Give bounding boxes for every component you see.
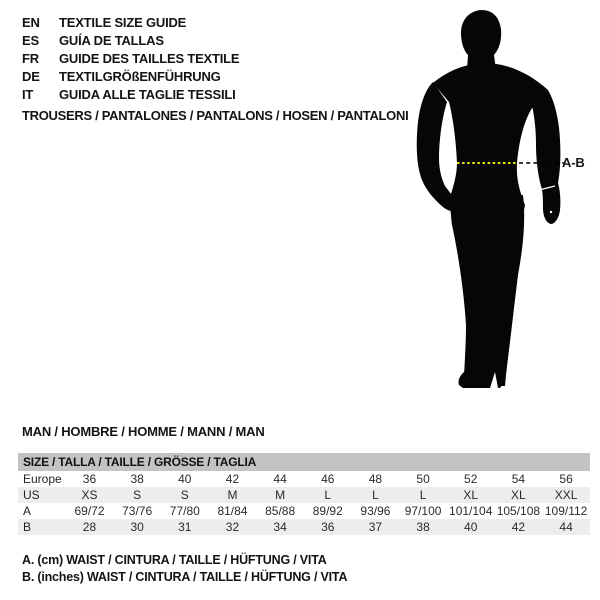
size-cell: 54 xyxy=(511,472,526,486)
language-code: EN xyxy=(22,14,40,30)
size-cell: 42 xyxy=(225,472,240,486)
size-cell: 97/100 xyxy=(404,504,442,518)
size-cell: 37 xyxy=(368,520,383,534)
footnotes xyxy=(22,552,347,586)
row-label: B xyxy=(23,520,32,534)
language-label: GUIDA ALLE TAGLIE TESSILI xyxy=(59,86,236,102)
size-cell: 52 xyxy=(464,472,478,486)
size-cell: 44 xyxy=(273,472,287,486)
size-cell: 89/92 xyxy=(312,504,343,518)
size-cell: L xyxy=(324,488,332,502)
man-silhouette-figure xyxy=(405,0,600,400)
language-row xyxy=(22,31,239,49)
size-cell: L xyxy=(419,488,427,502)
language-list xyxy=(22,13,239,103)
size-table-row xyxy=(18,503,590,519)
section-title-man: MAN / HOMBRE / HOMME / MANN / MAN xyxy=(22,424,265,439)
size-cell: 42 xyxy=(511,520,526,534)
size-cell: L xyxy=(372,488,379,502)
footnote: B. (inches) WAIST / CINTURA / TAILLE / HÜFTUNG / VITA xyxy=(22,570,348,584)
size-cell: 101/104 xyxy=(449,504,493,518)
size-cell: 77/80 xyxy=(169,504,200,518)
size-cell: 34 xyxy=(273,520,287,534)
language-row xyxy=(22,85,239,103)
size-cell: M xyxy=(275,488,286,502)
language-row xyxy=(22,13,239,31)
size-table xyxy=(18,453,590,535)
size-cell: 46 xyxy=(321,472,335,486)
size-cell: XL xyxy=(463,488,479,502)
size-cell: 85/88 xyxy=(265,504,296,518)
footnote: A. (cm) WAIST / CINTURA / TAILLE / HÜFTUNG / VITA xyxy=(22,553,327,567)
category-title: TROUSERS / PANTALONES / PANTALONS / HOSEN / PANTALONI xyxy=(22,108,409,123)
size-cell: XXL xyxy=(554,488,578,502)
size-cell: 36 xyxy=(321,520,335,534)
size-cell: XL xyxy=(511,488,526,502)
size-cell: 38 xyxy=(416,520,430,534)
size-cell: 69/72 xyxy=(74,504,105,518)
size-cell: M xyxy=(227,488,238,502)
size-cell: 44 xyxy=(559,520,573,534)
language-code: IT xyxy=(22,86,34,102)
size-table-row xyxy=(18,519,590,535)
size-cell: 105/108 xyxy=(496,504,541,518)
size-cell: 109/112 xyxy=(544,504,588,518)
size-table-header-row xyxy=(18,453,590,471)
size-cell: XS xyxy=(81,488,98,502)
size-cell: 32 xyxy=(225,520,240,534)
waist-measure-label: A-B xyxy=(562,155,585,170)
size-cell: 56 xyxy=(559,472,573,486)
language-label: TEXTILGRÖßENFÜHRUNG xyxy=(59,68,221,84)
size-table-row xyxy=(18,471,590,487)
row-label: A xyxy=(23,504,32,518)
size-table-row xyxy=(18,487,590,503)
size-cell: 48 xyxy=(368,472,383,486)
language-code: ES xyxy=(22,32,39,48)
size-table-header: SIZE / TALLA / TAILLE / GRÖSSE / TAGLIA xyxy=(18,453,590,471)
language-row xyxy=(22,67,239,85)
language-code: FR xyxy=(22,50,39,66)
size-cell: 93/96 xyxy=(360,504,391,518)
size-cell: 73/76 xyxy=(122,504,153,518)
size-cell: 50 xyxy=(416,472,430,486)
language-label: TEXTILE SIZE GUIDE xyxy=(59,14,187,30)
size-cell: 40 xyxy=(178,472,192,486)
size-cell: 40 xyxy=(464,520,478,534)
size-cell: 81/84 xyxy=(217,504,248,518)
size-cell: 30 xyxy=(130,520,144,534)
row-label: Europe xyxy=(23,472,62,486)
language-code: DE xyxy=(22,68,40,84)
language-label: GUIDE DES TAILLES TEXTILE xyxy=(59,50,240,66)
man-silhouette xyxy=(417,10,561,388)
language-label: GUÍA DE TALLAS xyxy=(59,32,164,48)
row-label: US xyxy=(23,488,40,502)
size-cell: S xyxy=(133,488,142,502)
size-cell: S xyxy=(180,488,189,502)
size-cell: 36 xyxy=(82,472,97,486)
size-cell: 31 xyxy=(178,520,192,534)
size-cell: 28 xyxy=(82,520,97,534)
size-cell: 38 xyxy=(130,472,144,486)
language-row xyxy=(22,49,239,67)
